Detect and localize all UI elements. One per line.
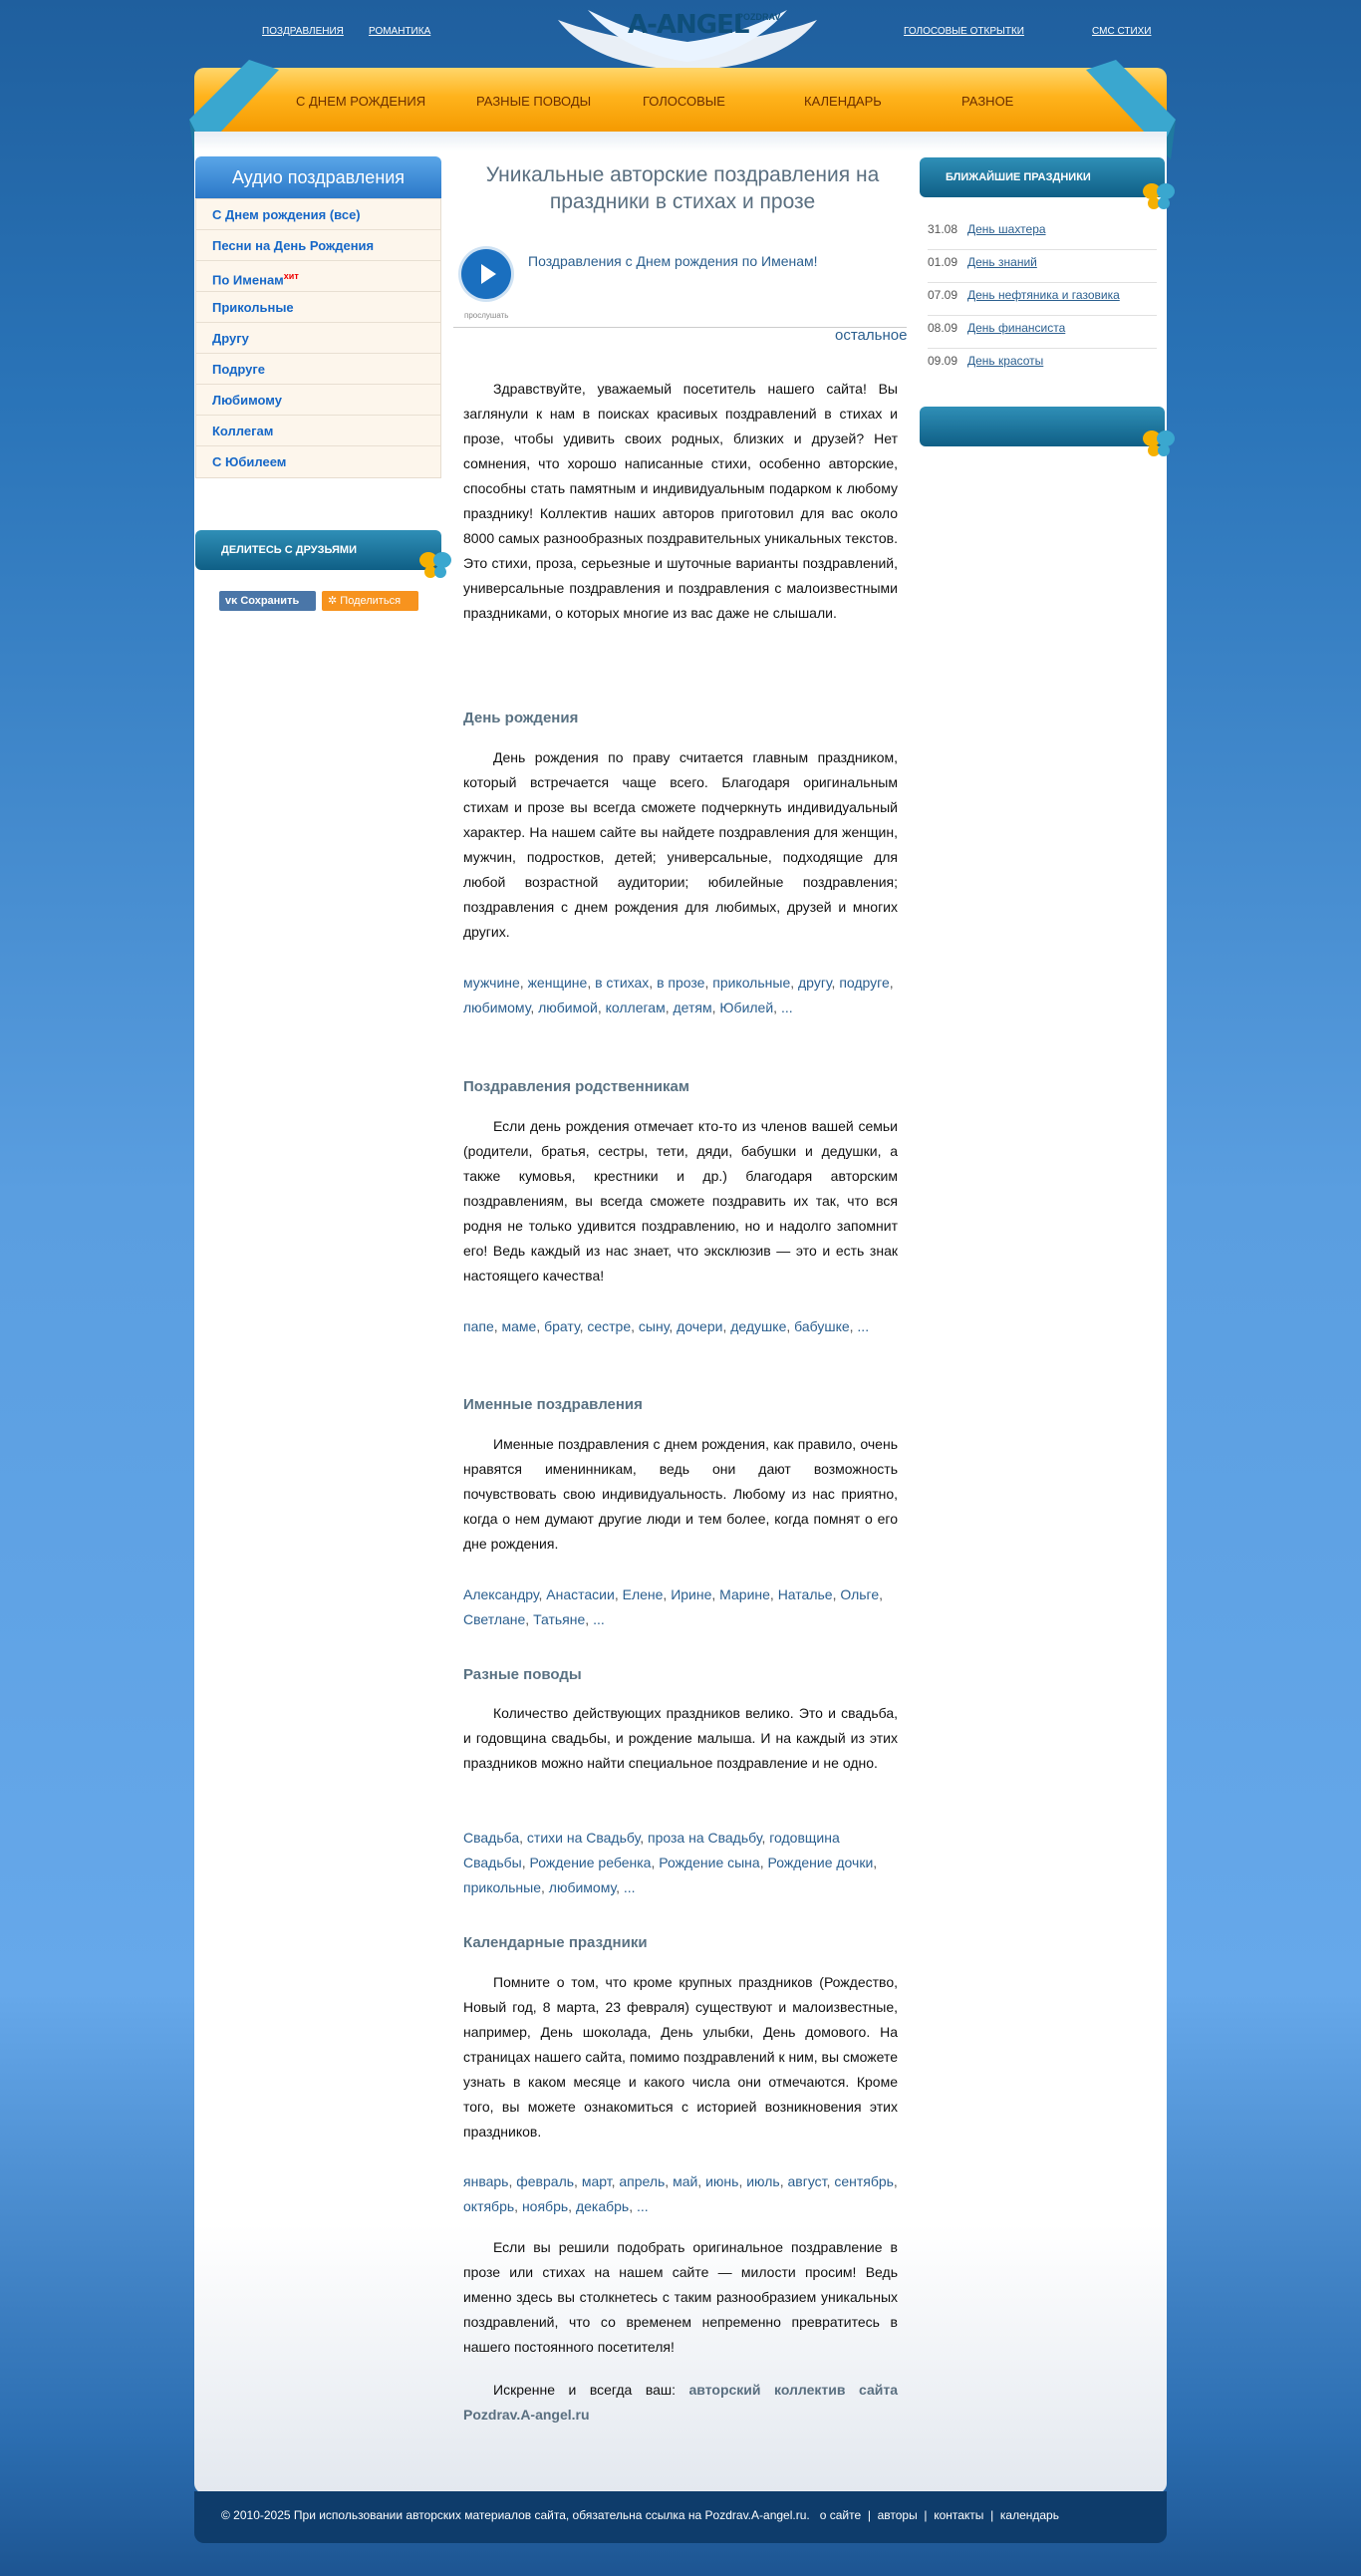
section-text-relatives — [463, 1114, 898, 1288]
tag-link[interactable]: бабушке — [794, 1318, 850, 1334]
section-text-occasions — [463, 1701, 898, 1776]
section-heading-birthday: День рождения — [463, 710, 579, 726]
tag-link[interactable]: в стихах — [595, 975, 650, 991]
tag-link[interactable]: Александру — [463, 1586, 539, 1602]
audio-item-girlfriend[interactable]: Подруге — [196, 354, 440, 385]
section-links-relatives: папе, маме, брату, сестре, сыну, дочери, дедушке, бабушке, ... — [463, 1318, 870, 1334]
tag-link[interactable]: ... — [780, 1000, 793, 1015]
tag-link[interactable]: мужчине — [463, 975, 520, 991]
tag-link[interactable]: апрель — [619, 2173, 666, 2189]
site-logo-sub: POZDRAV — [737, 12, 781, 22]
audio-item-friend[interactable]: Другу — [196, 323, 440, 354]
audio-item-by-names[interactable] — [196, 261, 440, 292]
tag-link[interactable]: детям — [673, 1000, 712, 1015]
butterfly-icon — [418, 550, 452, 580]
toplink-sms[interactable]: СМС СТИХИ — [1092, 26, 1152, 37]
page-title: Уникальные авторские поздравления на праздники в стихах и прозе — [485, 163, 880, 213]
audio-item-funny[interactable]: Прикольные — [196, 292, 440, 323]
toplink-pozdravleniya[interactable]: ПОЗДРАВЛЕНИЯ — [262, 26, 344, 37]
nav-calendar[interactable]: КАЛЕНДАРЬ — [804, 94, 882, 109]
audio-item-birthday-all[interactable]: С Днем рождения (все) — [196, 199, 440, 230]
holiday-date: 09.09 — [928, 354, 958, 368]
tag-link[interactable]: Свадьба — [463, 1830, 520, 1846]
tag-link[interactable]: дедушке — [730, 1318, 787, 1334]
section-text-birthday — [463, 745, 898, 945]
audio-item-jubilee[interactable]: С Юбилеем — [212, 454, 287, 469]
audio-item-beloved[interactable]: Любимому — [196, 385, 440, 416]
audio-item-songs[interactable]: Песни на День Рождения — [196, 230, 440, 261]
tag-link[interactable]: любимой — [538, 1000, 598, 1015]
ok-share-label: Поделиться — [340, 595, 402, 607]
tag-link[interactable]: папе — [463, 1318, 494, 1334]
vk-save-button[interactable] — [219, 591, 316, 611]
holiday-row — [928, 283, 1157, 316]
ok-icon: ✲ — [328, 595, 341, 607]
tag-link[interactable]: март — [581, 2173, 612, 2189]
tag-link[interactable]: ... — [637, 2198, 649, 2214]
tag-link[interactable]: сентябрь — [834, 2173, 894, 2189]
tag-link[interactable]: прикольные — [463, 1879, 541, 1895]
section-heading-names: Именные поздравления — [463, 1396, 643, 1413]
footer-link-contacts[interactable]: контакты — [934, 2508, 984, 2522]
section-paragraph: Помните о том, что кроме крупных праздников (Рождество, Новый год, 8 марта, 23 февраля) существуют и малоизвестные, например, День шоколада, День улыбки, День домового. На страницах нашего сайта, помимо поздравлений к ним, вы сможете узнать в каком месяце и какого числа они отмечаются. Кроме того, вы можете ознакомиться с историей возникновения этих праздников. — [463, 1974, 898, 2140]
section-paragraph: Если день рождения отмечает кто-то из членов вашей семьи (родители, братья, сестры, тети, дяди, бабушки и дедушки, а также кумовья, крестники и др.) благодаря авторским поздравлениям, вы всегда сможете поздравить их так, что вся родня не только удивится поздравлению, но и надолго запомнит его! Ведь каждый из нас знает, что эксклюзив — это и есть знак настоящего качества! — [463, 1118, 898, 1284]
tag-link[interactable]: Рождение дочки — [767, 1855, 874, 1870]
section-heading-occasions: Разные поводы — [463, 1666, 582, 1683]
tag-link[interactable]: ... — [857, 1318, 870, 1334]
section-heading-relatives: Поздравления родственникам — [463, 1078, 689, 1095]
nav-birthday[interactable]: С ДНЕМ РОЖДЕНИЯ — [296, 94, 426, 109]
tag-link[interactable]: Анастасии — [546, 1586, 615, 1602]
holiday-link[interactable]: День знаний — [967, 255, 1037, 269]
tag-link[interactable]: годовщина Свадьбы — [463, 1830, 840, 1870]
audio-by-names-link[interactable]: Поздравления с Днем рождения по Именам! — [528, 253, 818, 269]
tag-link[interactable]: Марине — [719, 1586, 770, 1602]
tag-link[interactable]: маме — [501, 1318, 537, 1334]
tag-link[interactable]: Татьяне — [533, 1611, 586, 1627]
tag-link[interactable]: июль — [746, 2173, 780, 2189]
signature — [463, 2378, 898, 2428]
section-text-names — [463, 1432, 898, 1557]
nearest-holidays-list — [928, 217, 1157, 382]
tag-link[interactable]: ... — [593, 1611, 605, 1627]
tag-link[interactable]: февраль — [516, 2173, 575, 2189]
section-links-occasions: Свадьба, стихи на Свадьбу, проза на Свадьбу, годовщина Свадьбы, Рождение ребенка, Рождение сына, Рождение дочки, прикольные, любимому, ... — [463, 1830, 878, 1895]
tag-link[interactable]: любимому — [463, 1000, 531, 1015]
nav-misc[interactable]: РАЗНОЕ — [961, 94, 1014, 109]
tag-link[interactable]: в прозе — [657, 975, 705, 991]
panel-shade — [194, 132, 1167, 151]
section-heading-calendar: Календарные праздники — [463, 1934, 648, 1951]
vk-icon: ᴠᴋ — [225, 595, 241, 607]
section-links-names: Александру, Анастасии, Елене, Ирине, Марине, Наталье, Ольге, Светлане, Татьяне, ... — [463, 1586, 884, 1627]
tag-link[interactable]: Елене — [622, 1586, 664, 1602]
tag-link[interactable]: Ирине — [671, 1586, 712, 1602]
nearest-holidays-title: БЛИЖАЙШИЕ ПРАЗДНИКИ — [920, 157, 1165, 197]
audio-item-colleagues[interactable]: Коллегам — [196, 416, 440, 446]
tag-link[interactable]: Рождение ребенка — [529, 1855, 652, 1870]
right-widget-head — [920, 407, 1165, 446]
hit-badge: хит — [283, 271, 299, 281]
vk-save-label: Сохранить — [240, 595, 300, 607]
site-footer: © 2010-2025 При использовании авторских материалов сайта, обязательна ссылка на Pozdrav.A-angel.ru. о сайте | авторы | контакты | календарь — [194, 2491, 1167, 2543]
holiday-date: 07.09 — [928, 288, 958, 302]
holiday-date: 31.08 — [928, 222, 958, 236]
tag-link[interactable]: Рождение сына — [659, 1855, 760, 1870]
tag-link[interactable]: январь — [463, 2173, 509, 2189]
rest-link[interactable]: остальное — [835, 327, 908, 344]
tag-link[interactable]: женщине — [527, 975, 588, 991]
tag-link[interactable]: стихи на Свадьбу — [526, 1830, 641, 1846]
tag-link[interactable]: брату — [544, 1318, 580, 1334]
butterfly-icon — [1142, 181, 1176, 211]
intro-paragraph: Здравствуйте, уважаемый посетитель нашего сайта! Вы заглянули к нам в поисках красивых поздравлений в стихах и прозе, чтобы удивить своих родных, близких и друзей? Нет сомнения, что хорошо написанные стихи, особенно авторские, способны стать памятным и индивидуальным подарком к любому празднику! Коллектив наших авторов приготовил для вас около 8000 самых разнообразных поздравительных уникальных текстов. Это стихи, проза, серьезные и шуточные варианты поздравлений, универсальные поздравления и поздравления с малоизвестными праздниками, о которых многие из вас даже не слышали. — [463, 381, 898, 621]
holiday-row — [928, 217, 1157, 250]
holiday-date: 01.09 — [928, 255, 958, 269]
footer-copyright: © 2010-2025 При использовании авторских материалов сайта, обязательна ссылка на Pozdrav.A-angel.ru. — [221, 2508, 810, 2522]
tag-link[interactable]: сыну — [638, 1318, 670, 1334]
holiday-link[interactable]: День красоты — [967, 354, 1044, 368]
toplink-romantika[interactable]: РОМАНТИКА — [369, 26, 431, 37]
tag-link[interactable]: май — [673, 2173, 698, 2189]
tag-link[interactable]: ноябрь — [521, 2198, 569, 2214]
tag-link[interactable]: дочери — [677, 1318, 723, 1334]
tag-link[interactable]: коллегам — [605, 1000, 666, 1015]
ok-share-button[interactable] — [322, 591, 418, 611]
tag-link[interactable]: другу — [798, 975, 832, 991]
play-caption: прослушать — [464, 311, 509, 320]
butterfly-icon — [1142, 429, 1176, 458]
section-text-calendar — [463, 1970, 898, 2145]
holiday-link[interactable]: День финансиста — [967, 321, 1066, 335]
tag-link[interactable]: проза на Свадьбу — [648, 1830, 762, 1846]
tag-link[interactable]: Светлане — [463, 1611, 526, 1627]
play-icon — [481, 264, 496, 284]
nav-occasions[interactable]: РАЗНЫЕ ПОВОДЫ — [476, 94, 592, 109]
signature-authors: авторский коллектив сайта Pozdrav.A-angel.ru — [463, 2382, 898, 2423]
section-paragraph: Количество действующих праздников велико. Это и свадьба, и годовщина свадьбы, и рождение малыша. И на каждый из этих праздников можно найти специальное поздравление и не одно. — [463, 1705, 898, 1771]
holiday-row — [928, 316, 1157, 349]
tag-link[interactable]: Наталье — [777, 1586, 833, 1602]
share-title: ДЕЛИТЕСЬ С ДРУЗЬЯМИ — [195, 530, 441, 570]
holiday-row — [928, 250, 1157, 283]
intro-text — [463, 377, 898, 626]
audio-item-by-names-label: По Именам — [212, 272, 284, 288]
holiday-date: 08.09 — [928, 321, 958, 335]
section-paragraph: Именные поздравления с днем рождения, как правило, очень нравятся именинникам, ведь они дают возможность почувствовать свою индивидуальность. Любому из нас приятно, когда о нем думают другие люди и тем более, когда помнят о его дне рождения. — [463, 1436, 898, 1552]
holiday-row — [928, 349, 1157, 382]
tag-link[interactable]: декабрь — [575, 2198, 630, 2214]
main-nav — [194, 68, 1167, 132]
tag-link[interactable]: прикольные — [712, 975, 791, 991]
site-logo[interactable]: A-ANGEL — [628, 10, 749, 40]
tag-link[interactable]: август — [787, 2173, 827, 2189]
nav-voice[interactable]: ГОЛОСОВЫЕ — [643, 94, 725, 109]
signature-prefix: Искренне и всегда ваш: — [493, 2382, 677, 2398]
holiday-link[interactable]: День шахтера — [967, 222, 1046, 236]
footer-link-authors[interactable]: авторы — [877, 2508, 918, 2522]
outro-paragraph: Если вы решили подобрать оригинальное поздравление в прозе или стихах на нашем сайте — милости просим! Ведь именно здесь вы столкнетесь с таким разнообразием уникальных поздравлений, что со временем непременно превратитесь в нашего постоянного посетителя! — [463, 2239, 898, 2355]
section-paragraph: День рождения по праву считается главным праздником, который встречается чаще всего. Благодаря оригинальным стихам и прозе вы всегда сможете подчеркнуть индивидуальный характер. На нашем сайте вы найдете поздравления для женщин, мужчин, подростков, детей; универсальные, подходящие для любой возрастной аудитории; юбилейные поздравления; поздравления с днем рождения для любимых, друзей и многих других. — [463, 749, 898, 940]
section-links-birthday: мужчине, женщине, в стихах, в прозе, прикольные, другу, подруге, любимому, любимой, коллегам, детям, Юбилей, ... — [463, 975, 894, 1015]
tag-link[interactable]: июнь — [705, 2173, 739, 2189]
tag-link[interactable]: любимому — [548, 1879, 617, 1895]
tag-link[interactable]: Ольге — [840, 1586, 880, 1602]
footer-link-calendar[interactable]: календарь — [999, 2508, 1059, 2522]
tag-link[interactable]: октябрь — [463, 2198, 515, 2214]
holiday-link[interactable]: День нефтяника и газовика — [967, 288, 1120, 302]
outro-text — [463, 2235, 898, 2360]
audio-menu — [195, 198, 441, 478]
tag-link[interactable]: сестре — [587, 1318, 632, 1334]
toplink-voice-cards[interactable]: ГОЛОСОВЫЕ ОТКРЫТКИ — [904, 26, 1024, 37]
tag-link[interactable]: подруге — [839, 975, 890, 991]
section-links-calendar: январь, февраль, март, апрель, май, июнь, июль, август, сентябрь, октябрь, ноябрь, декабрь, ... — [463, 2173, 898, 2214]
audio-menu-title: Аудио поздравления — [195, 156, 441, 198]
tag-link[interactable]: ... — [623, 1879, 636, 1895]
footer-link-about[interactable]: о сайте — [819, 2508, 862, 2522]
tag-link[interactable]: Юбилей — [719, 1000, 774, 1015]
